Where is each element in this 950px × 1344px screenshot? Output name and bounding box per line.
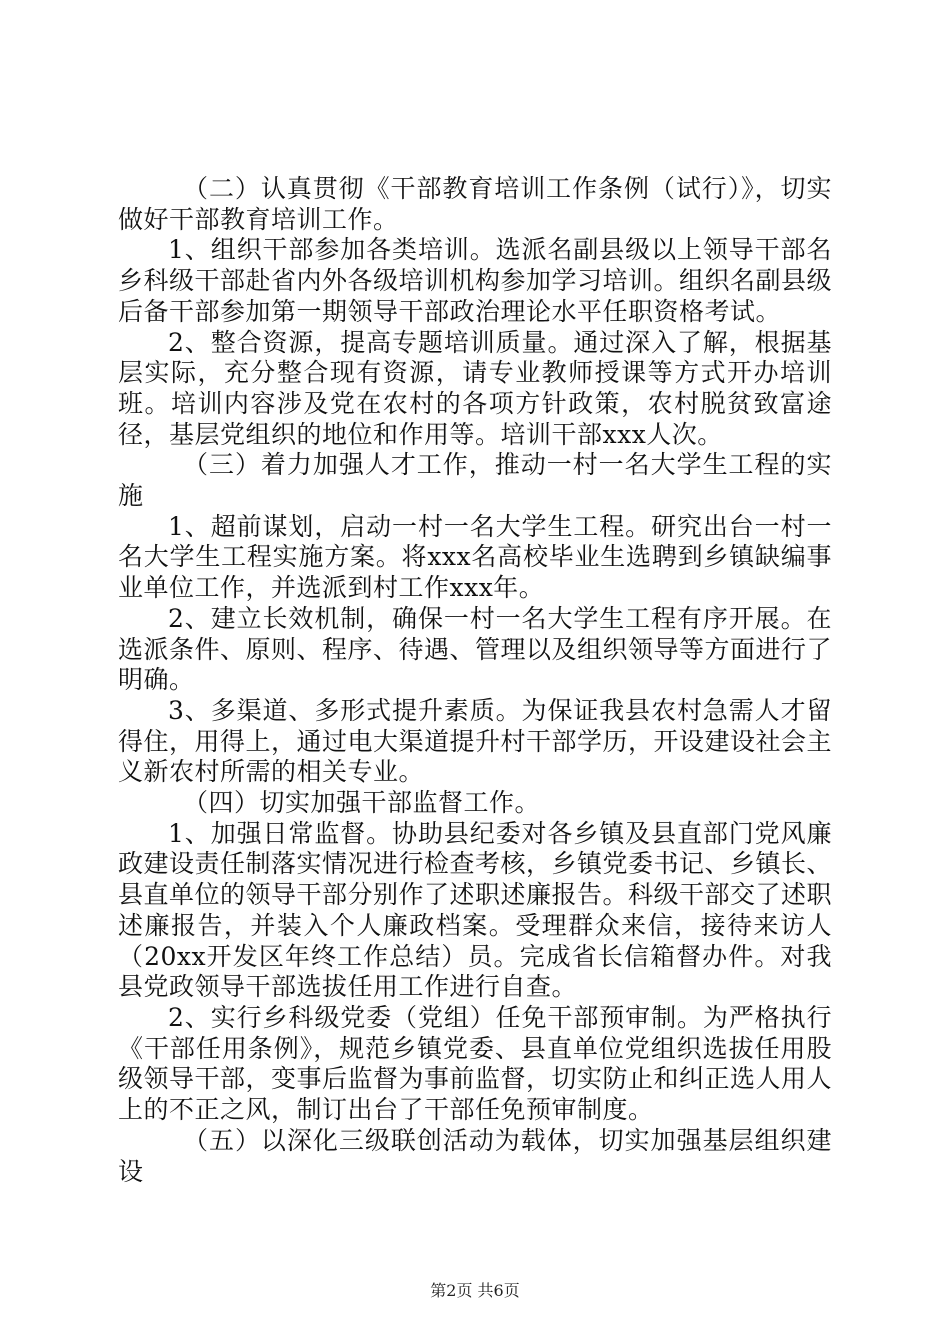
page-number-footer: 第2页 共6页 — [430, 1281, 520, 1300]
paragraph-training-1: 1、组织干部参加各类培训。选派名副县级以上领导干部名乡科级干部赴省内外各级培训机构参加学习培训。组织名副县级后备干部参加第一期领导干部政治理论水平任职资格考试。 — [118, 235, 833, 326]
paragraph-supervision-2: 2、实行乡科级党委（党组）任免干部预审制。为严格执行《干部任用条例》，规范乡镇党委、县直单位党组织选拔任用股级领导干部，变事后监督为事前监督，切实防止和纠正选人用人上的不正之风，制订出台了干部任免预审制度。 — [118, 1002, 833, 1125]
section-heading-3: （三）着力加强人才工作，推动一村一名大学生工程的实施 — [118, 450, 832, 511]
paragraph-talent-2: 2、建立长效机制，确保一村一名大学生工程有序开展。在选派条件、原则、程序、待遇、管理以及组织领导等方面进行了明确。 — [118, 603, 833, 695]
paragraph-talent-3: 3、多渠道、多形式提升素质。为保证我县农村急需人才留得住，用得上，通过电大渠道提升村干部学历，开设建设社会主义新农村所需的相关专业。 — [118, 695, 833, 787]
document-body — [118, 174, 832, 1187]
paragraph-training-2: 2、整合资源，提高专题培训质量。通过深入了解，根据基层实际，充分整合现有资源，请专业教师授课等方式开办培训班。培训内容涉及党在农村的各项方针政策，农村脱贫致富途径，基层党组织的地位和作用等。培训干部xxx人次。 — [118, 327, 832, 449]
section-heading-4: （四）切实加强干部监督工作。 — [183, 788, 541, 818]
paragraph-supervision-1: 1、加强日常监督。协助县纪委对各乡镇及县直部门党风廉政建设责任制落实情况进行检查考核，乡镇党委书记、乡镇长、县直单位的领导干部分别作了述职述廉报告。科级干部交了述职述廉报告，并装入个人廉政档案。受理群众来信，接待来访人（20xx开发区年终工作总结）员。完成省长信箱督办件。对我县党政领导干部选拔任用工作进行自查。 — [118, 818, 833, 1002]
section-heading-5: （五）以深化三级联创活动为载体，切实加强基层组织建设 — [118, 1125, 832, 1186]
section-heading-2: （二）认真贯彻《干部教育培训工作条例（试行）》，切实做好干部教育培训工作。 — [118, 174, 832, 234]
paragraph-talent-1: 1、超前谋划，启动一村一名大学生工程。研究出台一村一名大学生工程实施方案。将xxx名高校毕业生选聘到乡镇缺编事业单位工作，并选派到村工作xxx年。 — [118, 511, 832, 603]
